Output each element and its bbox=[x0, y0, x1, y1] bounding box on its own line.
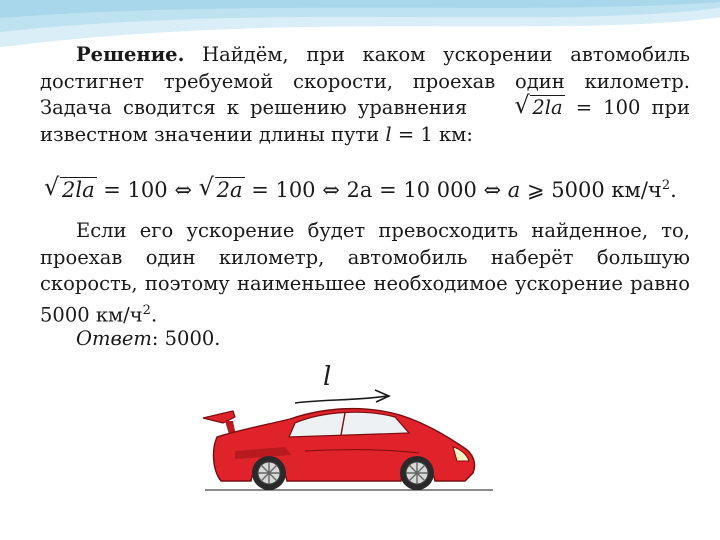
eq-rhs-1: = 100 bbox=[96, 178, 175, 202]
distance-arrow bbox=[295, 390, 389, 403]
iff-symbol-2: ⇔ bbox=[322, 178, 340, 202]
eq-exponent: 2 bbox=[661, 178, 671, 193]
eq-part-3: 2a = 10 000 bbox=[339, 178, 484, 202]
solution-text-after: при известном значении длины пути bbox=[40, 96, 690, 146]
answer-label: Ответ bbox=[76, 327, 152, 350]
eq-var-a: a bbox=[501, 178, 521, 202]
path-value: = 1 км: bbox=[391, 122, 473, 146]
equation-sqrt-inline: √ 2la bbox=[514, 91, 563, 119]
conclusion-paragraph bbox=[40, 218, 690, 329]
eq-rhs-2: = 100 bbox=[244, 178, 323, 202]
inline-eq-rhs: = 100 bbox=[564, 96, 641, 119]
answer-line bbox=[76, 326, 220, 353]
eq-radicand-1: 2la bbox=[62, 178, 95, 202]
eq-end: . bbox=[670, 178, 677, 202]
car-body bbox=[203, 409, 475, 481]
eq-sqrt-2: √ 2a bbox=[198, 173, 243, 202]
car-illustration bbox=[195, 355, 495, 495]
solution-paragraph bbox=[40, 42, 690, 148]
conclusion-end: . bbox=[150, 303, 158, 326]
eq-inequality: ⩾ 5000 км/ч bbox=[520, 178, 662, 202]
answer-value: : 5000. bbox=[151, 327, 221, 350]
solution-text: Найдём, при каком ускорении автомобиль достигнет требуемой скорости, проехав один километр. Задача сводится к решению уравнения bbox=[40, 43, 690, 119]
eq-radicand-2: 2a bbox=[216, 178, 243, 202]
distance-label: l bbox=[323, 362, 332, 392]
iff-symbol-3: ⇔ bbox=[483, 178, 502, 202]
solution-heading: Решение. bbox=[76, 43, 185, 66]
conclusion-text: Если его ускорение будет превосходить найденное, то, проехав один километр, автомобиль наберёт большую скорость, поэтому наименьшее необходимое ускорение равно 5000 км/ч bbox=[40, 219, 690, 326]
rear-wheel bbox=[252, 456, 286, 490]
iff-symbol-1: ⇔ bbox=[174, 178, 192, 202]
equation-chain bbox=[44, 172, 677, 204]
eq-sqrt-1: √ 2la bbox=[44, 173, 95, 202]
path-variable: l bbox=[385, 122, 392, 146]
front-wheel bbox=[400, 456, 434, 490]
conclusion-exponent: 2 bbox=[142, 302, 151, 318]
inline-radicand: 2la bbox=[532, 96, 563, 119]
